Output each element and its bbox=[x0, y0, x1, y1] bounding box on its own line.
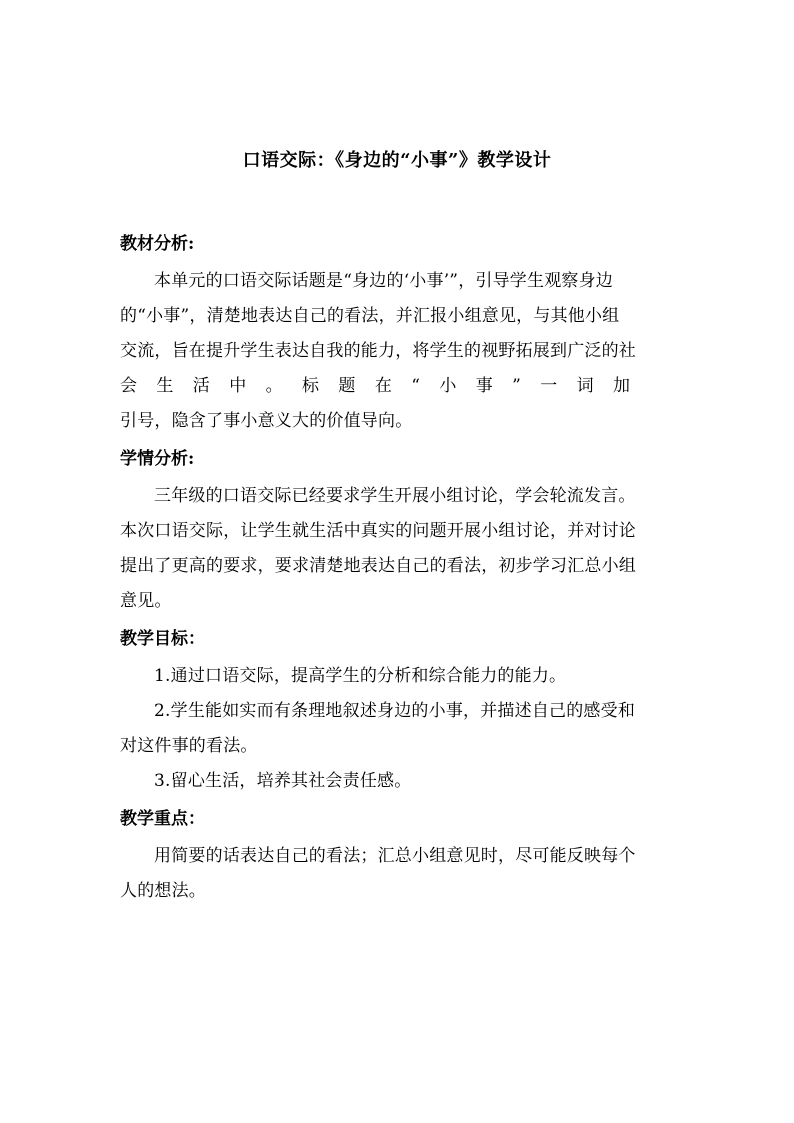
section-teaching-goals bbox=[120, 659, 678, 799]
goal-item: 2.学生能如实而有条理地叙述身边的小事，并描述自己的感受和 bbox=[154, 701, 636, 721]
section-student-analysis bbox=[120, 479, 678, 619]
section-heading-teaching-focus: 教学重点： bbox=[120, 809, 205, 829]
section-heading-teaching-goals: 教学目标： bbox=[120, 629, 205, 649]
section-heading-student-analysis: 学情分析: bbox=[120, 449, 195, 469]
paragraph-line: 引号，隐含了事小意义大的价值导向。 bbox=[120, 411, 413, 431]
paragraph-line: 人的想法。 bbox=[120, 881, 206, 901]
paragraph-line: 的“小事”，清楚地表达自己的看法，并汇报小组意见，与其他小组 bbox=[120, 306, 620, 326]
paragraph-line: 意见。 bbox=[120, 591, 172, 611]
paragraph-line: 本单元的口语交际话题是“身边的‘小事’”，引导学生观察身边 bbox=[154, 271, 613, 291]
paragraph-line-justified: 会 生 活 中 。 标 题 在 “ 小 事 ” 一 词 加 bbox=[120, 376, 631, 396]
paragraph-line: 交流，旨在提升学生表达自我的能力，将学生的视野拓展到广泛的社 bbox=[120, 341, 636, 361]
document-title: 口语交际：《身边的“小事”》教学设计 bbox=[242, 150, 552, 171]
paragraph-line: 本次口语交际，让学生就生活中真实的问题开展小组讨论，并对讨论 bbox=[120, 521, 636, 541]
section-teaching-focus bbox=[120, 839, 678, 909]
goal-item-continuation: 对这件事的看法。 bbox=[120, 736, 258, 756]
goal-item: 3.留心生活，培养其社会责任感。 bbox=[154, 771, 412, 791]
section-textbook-analysis bbox=[120, 264, 678, 439]
section-heading-textbook-analysis: 教材分析: bbox=[120, 234, 195, 254]
goal-item: 1.通过口语交际，提高学生的分析和综合能力的能力。 bbox=[154, 666, 567, 686]
document-body bbox=[120, 224, 678, 909]
paragraph-line: 三年级的口语交际已经要求学生开展小组讨论，学会轮流发言。 bbox=[154, 486, 636, 506]
paragraph-line: 用简要的话表达自己的看法；汇总小组意见时，尽可能反映每个 bbox=[154, 846, 636, 866]
paragraph-line: 提出了更高的要求，要求清楚地表达自己的看法，初步学习汇总小组 bbox=[120, 556, 636, 576]
